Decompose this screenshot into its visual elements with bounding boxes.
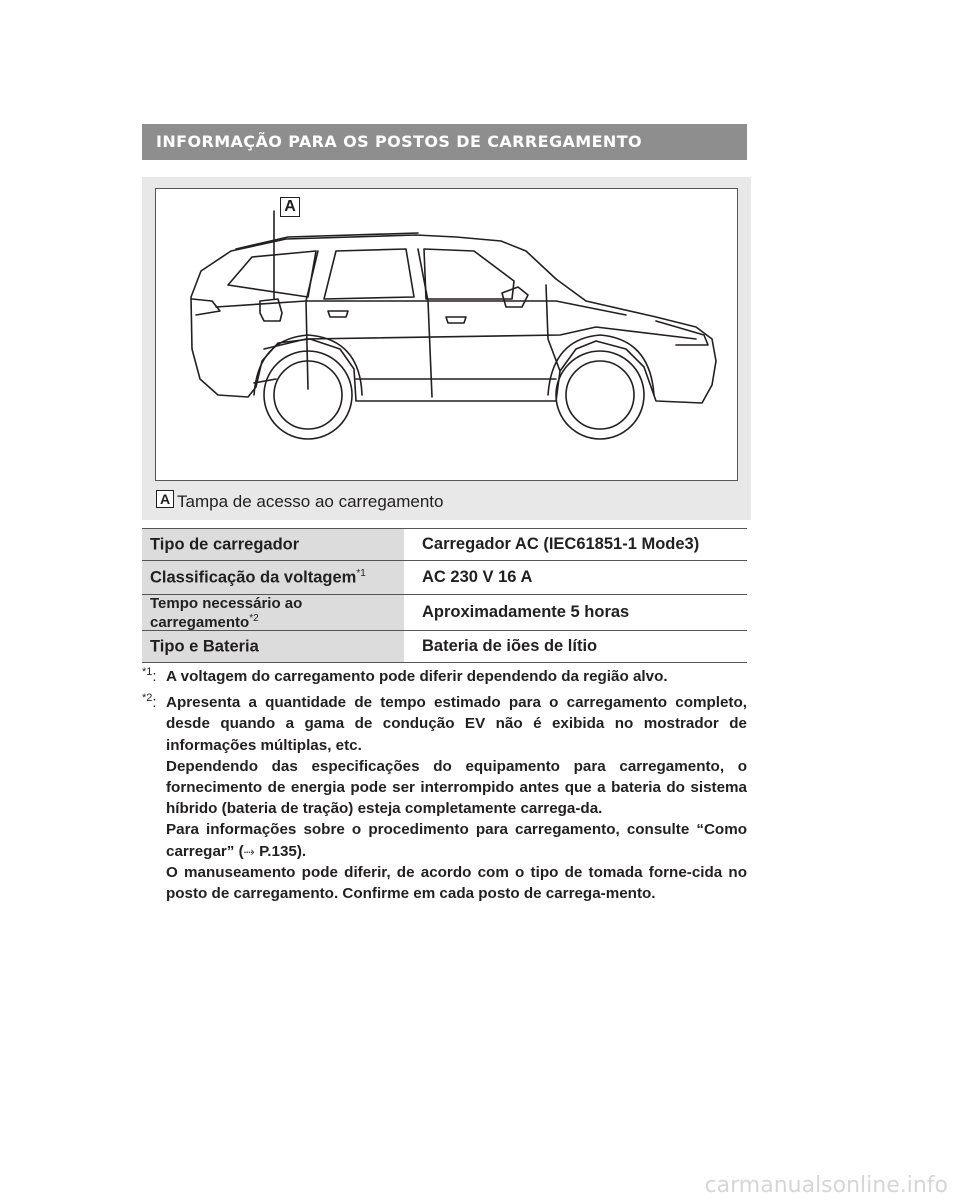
footnote-2 — [142, 692, 747, 904]
table-row — [142, 595, 747, 631]
section-title: INFORMAÇÃO PARA OS POSTOS DE CARREGAMENTO — [142, 124, 747, 160]
table-cell-label: Tipo e Bateria — [142, 631, 404, 663]
footnote-text: Para informações sobre o procedimento para carregamento, consulte “Como carregar” (⤑ P.135). — [166, 821, 747, 860]
table-cell-value: Carregador AC (IEC61851-1 Mode3) — [404, 529, 747, 561]
page-reference-link[interactable]: P.135). — [259, 842, 307, 860]
table-cell-label: Tipo de carregador — [142, 529, 404, 561]
footnotes — [142, 666, 747, 909]
table-cell-value: Aproximadamente 5 horas — [404, 595, 747, 631]
vehicle-illustration — [155, 188, 738, 481]
caption-text: Tampa de acesso ao carregamento — [177, 492, 444, 511]
footnote-text: Apresenta a quantidade de tempo estimado para o carregamento completo, desde quando a gama de condução EV não é exibida no mostrador de informações múltiplas, etc. — [166, 694, 747, 754]
footnote-1 — [142, 666, 747, 687]
charging-spec-table — [142, 528, 747, 663]
table-row — [142, 529, 747, 561]
table-row — [142, 631, 747, 663]
footnote-text: Dependendo das especificações do equipamento para carregamento, o fornecimento de energia pode ser interrompido antes que a bateria do sistema híbrido (bateria de tração) esteja completamente carrega-da. — [166, 757, 747, 818]
watermark: carmanualsonline.info — [704, 1173, 948, 1198]
page-reference-arrow-icon: ⤑ — [243, 842, 255, 859]
figure-panel — [142, 177, 751, 520]
table-cell-label: Classificação da voltagem$^{*1}$ — [142, 561, 404, 595]
table-row — [142, 561, 747, 595]
car-side-view-drawing — [156, 189, 736, 479]
caption-letter-box: A — [156, 490, 174, 508]
table-cell-label: Tempo necessário ao carregamento$^{*2}$ — [142, 595, 404, 631]
callout-a-label: A — [280, 197, 300, 217]
footnote-text: A voltagem do carregamento pode diferir dependendo da região alvo. — [166, 668, 668, 685]
table-cell-value: Bateria de iões de lítio — [404, 631, 747, 663]
footnote-mark: $^{*2}$: — [142, 692, 157, 712]
table-cell-value: AC 230 V 16 A — [404, 561, 747, 595]
footnote-mark: $^{*1}$: — [142, 666, 157, 685]
footnote-text: O manuseamento pode diferir, de acordo com o tipo de tomada forne-cida no posto de carregamento. Confirme em cada posto de carrega-mento. — [166, 863, 747, 903]
